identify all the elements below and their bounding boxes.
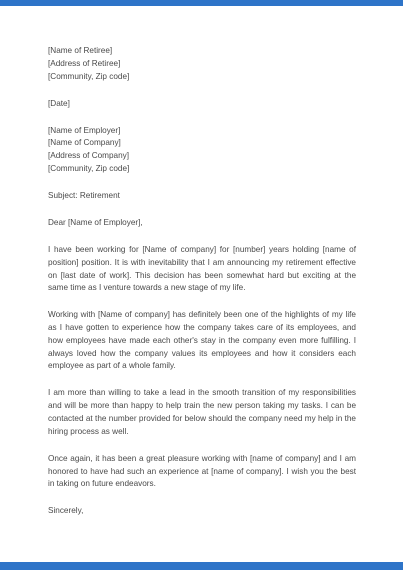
- company-name: [Name of Company]: [48, 138, 121, 148]
- retiree-address: [Address of Retiree]: [48, 58, 121, 68]
- letter-salutation: Dear [Name of Employer],: [48, 217, 143, 227]
- company-community: [Community, Zip code]: [48, 163, 130, 173]
- letter-closing: Sincerely,: [48, 506, 84, 516]
- retiree-address-block: [48, 45, 356, 83]
- retirement-letter: [48, 45, 356, 518]
- employer-address-block: [48, 125, 356, 176]
- retiree-name: [Name of Retiree]: [48, 46, 113, 55]
- company-address: [Address of Company]: [48, 151, 130, 161]
- bottom-accent-bar: [0, 562, 403, 570]
- retiree-community: [Community, Zip code]: [48, 71, 130, 81]
- letter-date: [Date]: [48, 98, 70, 108]
- body-paragraph-4: Once again, it has been a great pleasure working with [name of company] and I am honored to have had such an experience at [name of company]. I wish you the best in taking on future endeavors.: [48, 453, 356, 489]
- employer-name: [Name of Employer]: [48, 125, 121, 135]
- letter-subject: Subject: Retirement: [48, 190, 120, 200]
- top-accent-bar: [0, 0, 403, 6]
- body-paragraph-2: Working with [Name of company] has definitely been one of the highlights of my life as I have gotten to experience how the company takes care of its employees, and how employees have made each other's stay in the company even more fulfilling. I always loved how the company values its employees and how it considers each employee as part of a whole family.: [48, 310, 356, 371]
- body-paragraph-3: I am more than willing to take a lead in the smooth transition of my responsibilities and will be more than happy to help train the new person taking my tasks. I can be contacted at the number provided for below should the company need my help in the hiring process as well.: [48, 388, 356, 436]
- body-paragraph-1: I have been working for [Name of company] for [number] years holding [name of position] position. It is with inevitability that I am announcing my retirement effective on [last date of work]. This decision has been somewhat hard but exciting at the same time as I venture towards a new stage of my life.: [48, 244, 356, 293]
